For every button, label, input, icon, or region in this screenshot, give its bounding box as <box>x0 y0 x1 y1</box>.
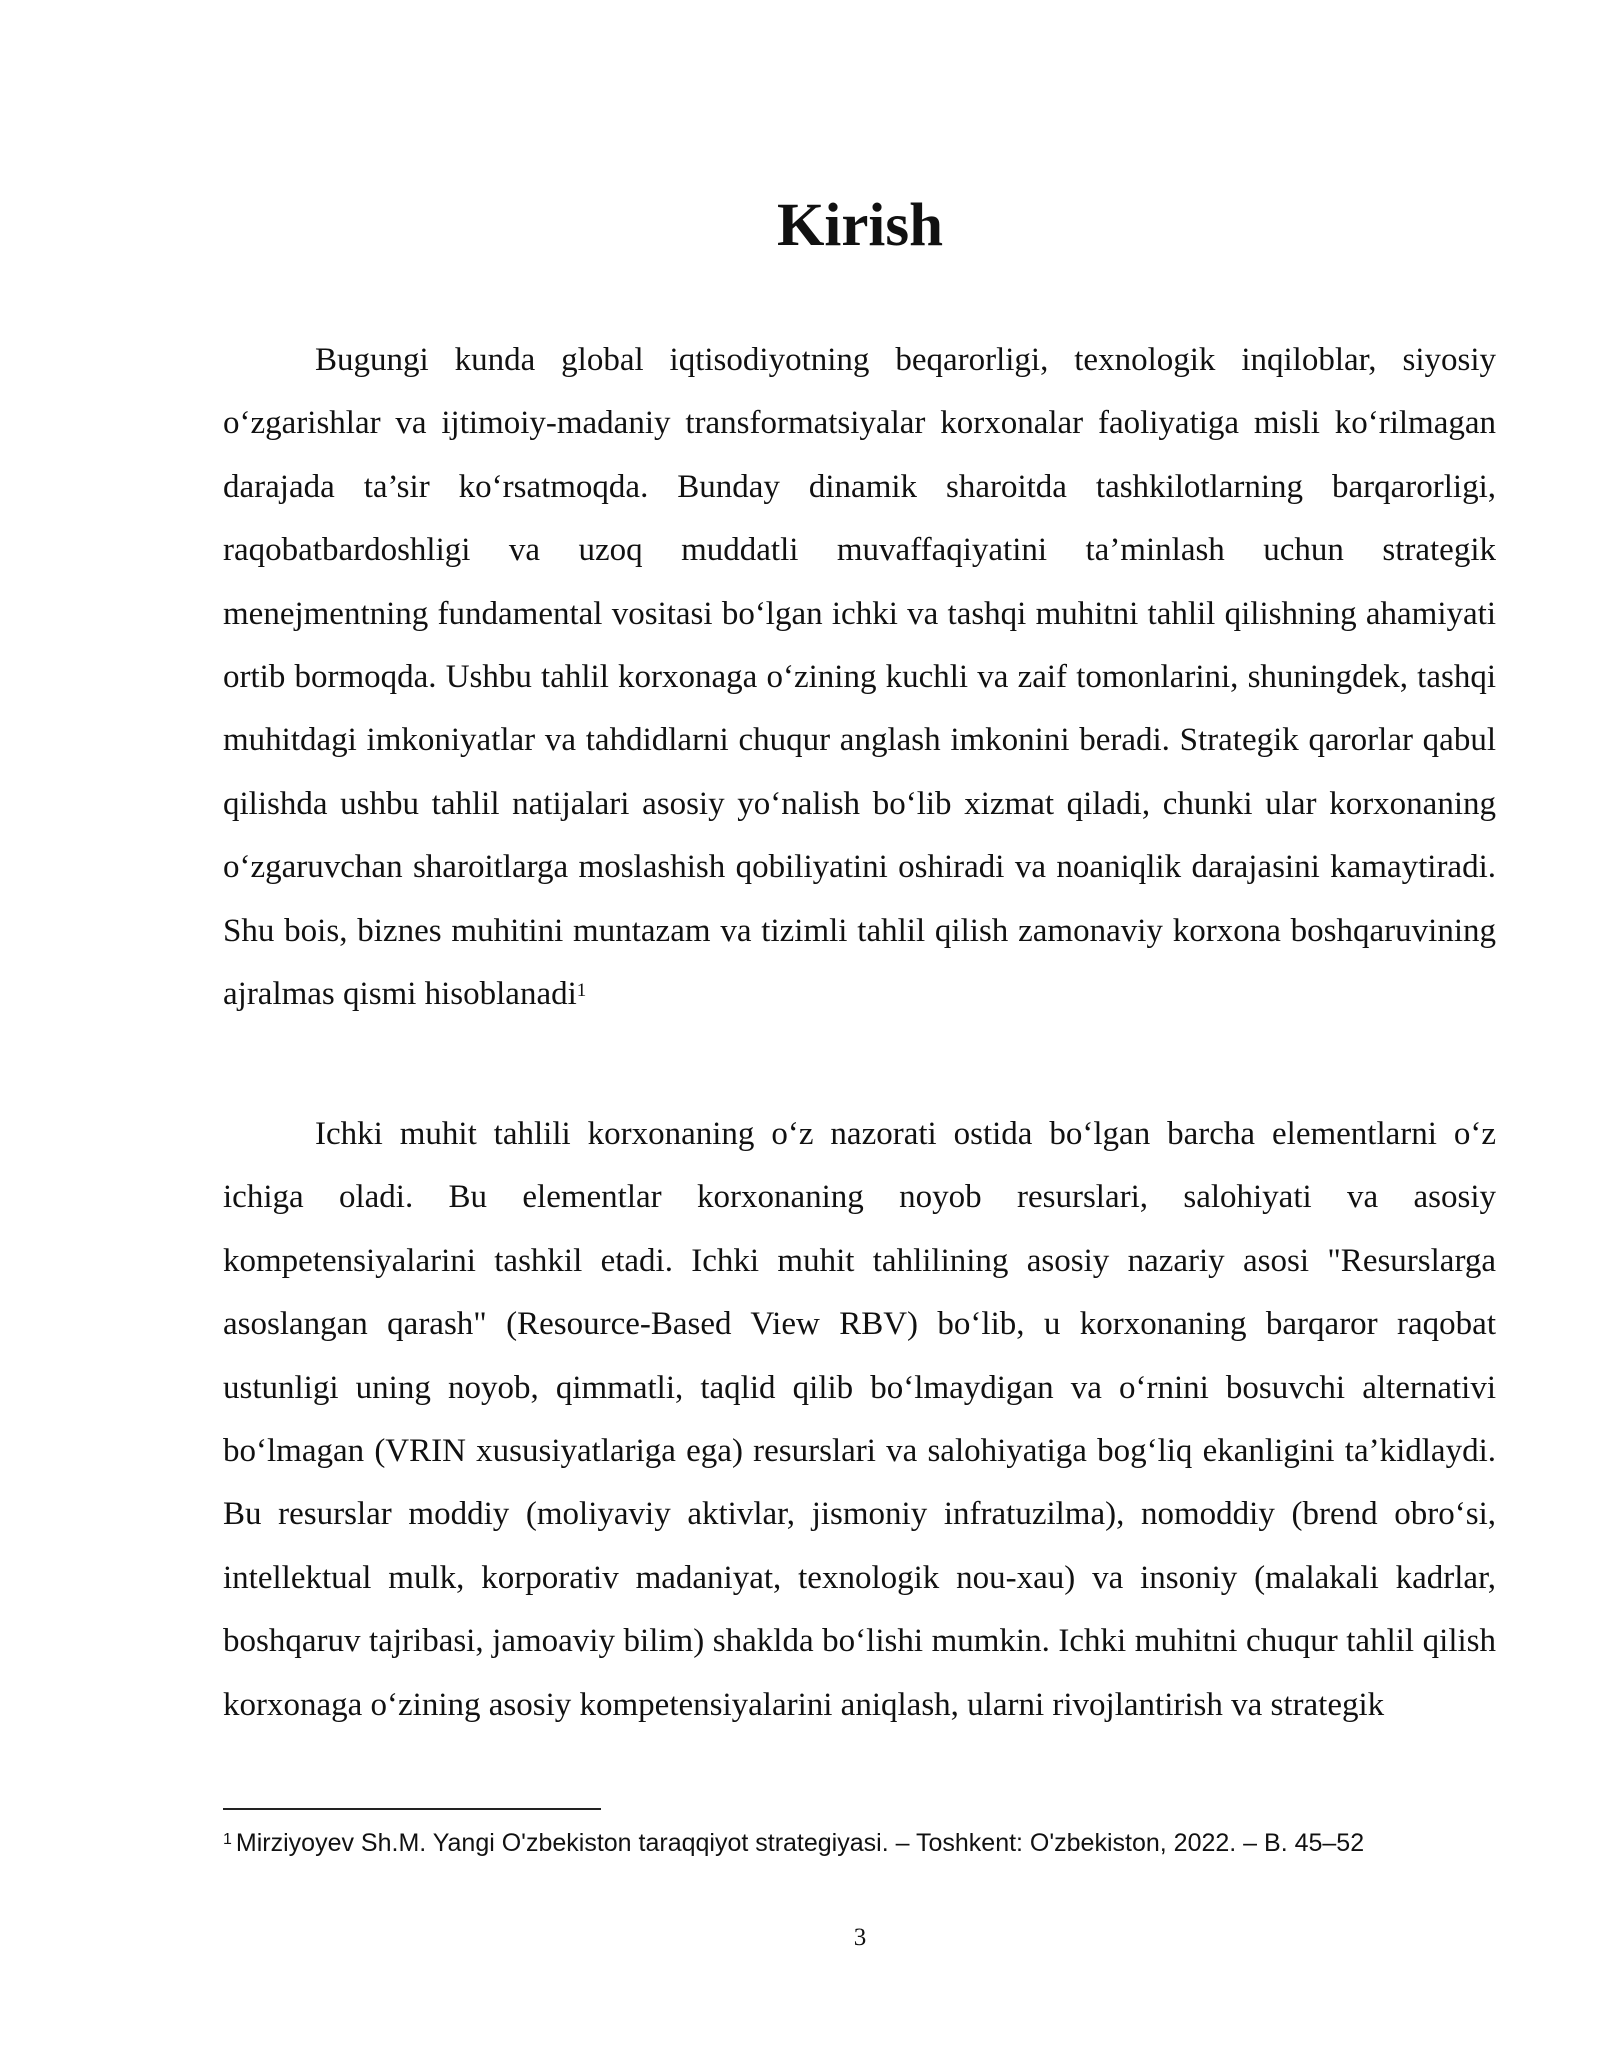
footnote-mark: 1 <box>223 1831 232 1848</box>
page-number: 3 <box>853 1924 867 1951</box>
footnote-text: Mirziyoyev Sh.M. Yangi O'zbekiston taraqqiyot strategiyasi. – Toshkent: O'zbekiston, 2022. – B. 45–52 <box>235 1829 1365 1857</box>
footnote <box>223 1825 1496 1861</box>
paragraph-introduction <box>223 329 1496 1026</box>
page-title: Kirish <box>776 192 944 259</box>
paragraph-text: Bugungi kunda global iqtisodiyotning beqarorligi, texnologik inqiloblar, siyosiy o‘zgarishlar va ijtimoiy-madaniy transformatsiyalar korxonalar faoliyatiga misli ko‘rilmagan darajada ta’sir ko‘rsatmoqda. Bunday dinamik sharoitda tashkilotlarning barqarorligi, raqobatbardoshligi va uzoq muddatli muvaffaqiyatini ta’minlash uchun strategik menejmentning fundamental vositasi bo‘lgan ichki va tashqi muhitni tahlil qilishning ahamiyati ortib bormoqda. Ushbu tahlil korxonaga o‘zining kuchli va zaif tomonlarini, shuningdek, tashqi muhitdagi imkoniyatlar va tahdidlarni chuqur anglash imkonini beradi. Strategik qarorlar qabul qilishda ushbu tahlil natijalari asosiy yo‘nalish bo‘lib xizmat qiladi, chunki ular korxonaning o‘zgaruvchan sharoitlarga moslashish qobiliyatini oshiradi va noaniqlik darajasini kamaytiradi. Shu bois, biznes muhitini muntazam va tizimli tahlil qilish zamonaviy korxona boshqaruvining ajralmas qismi hisoblanadi <box>223 342 1496 1013</box>
paragraph-text: Ichki muhit tahlili korxonaning o‘z nazorati ostida bo‘lgan barcha elementlarni o‘z ichiga oladi. Bu elementlar korxonaning noyob resurslari, salohiyati va asosiy kompetensiyalarini tashkil etadi. Ichki muhit tahlilining asosiy nazariy asosi "Resurslarga asoslangan qarash" (Resource-Based View RBV) bo‘lib, u korxonaning barqaror raqobat ustunligi uning noyob, qimmatli, taqlid qilib bo‘lmaydigan va o‘rnini bosuvchi alternativi bo‘lmagan (VRIN xususiyatlariga ega) resurslari va salohiyatiga bog‘liq ekanligini ta’kidlaydi. Bu resurslar moddiy (moliyaviy aktivlar, jismoniy infratuzilma), nomoddiy (brend obro‘si, intellektual mulk, korporativ madaniyat, texnologik nou-xau) va insoniy (malakali kadrlar, boshqaruv tajribasi, jamoaviy bilim) shaklda bo‘lishi mumkin. Ichki muhitni chuqur tahlil qilish korxonaga o‘zining asosiy kompetensiyalarini aniqlash, ularni rivojlantirish va strategik <box>223 1116 1496 1723</box>
footnote-separator <box>223 1808 601 1810</box>
paragraph-internal-environment <box>223 1103 1496 1737</box>
footnote-reference[interactable]: 1 <box>576 980 587 1002</box>
